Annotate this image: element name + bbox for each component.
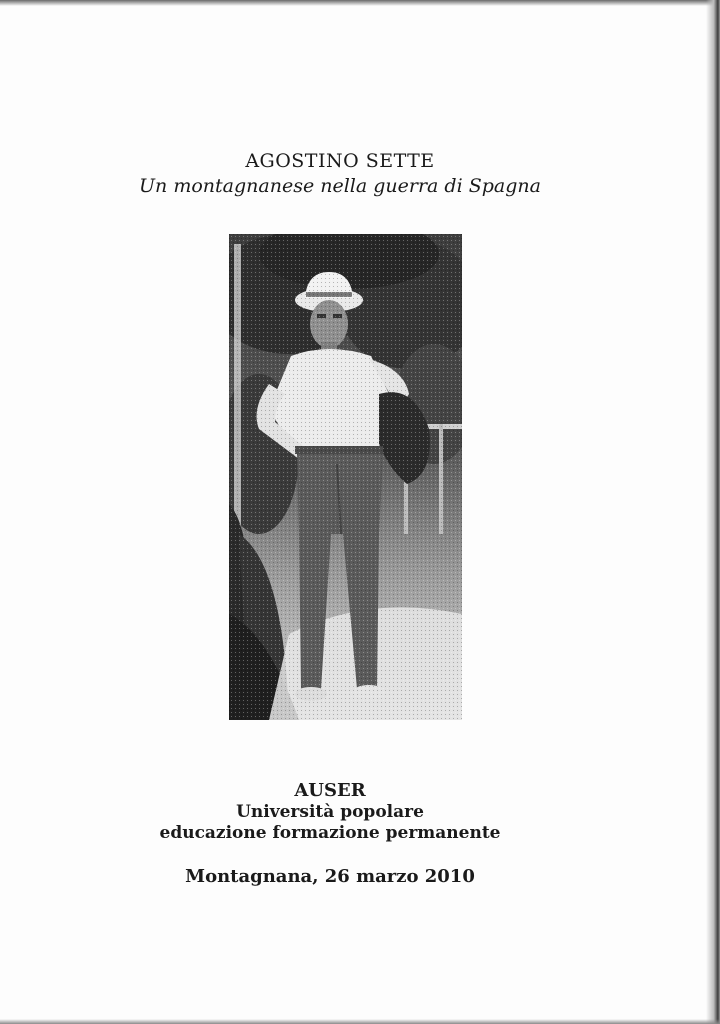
institution-name: Università popolare [236,802,424,822]
place-and-date: Montagnana, 26 marzo 2010 [185,866,475,887]
program-name: educazione formazione permanente [159,823,501,843]
scan-edge-right [706,0,720,1024]
book-title: Un montagnanese nella guerra di Spagna [139,175,541,197]
scan-edge-bottom [0,1019,720,1024]
scan-edge-top [0,0,720,6]
organization-name: AUSER [294,780,366,801]
portrait-photo [229,234,462,720]
portrait-photo-image [229,234,462,720]
author-name: AGOSTINO SETTE [245,150,435,172]
